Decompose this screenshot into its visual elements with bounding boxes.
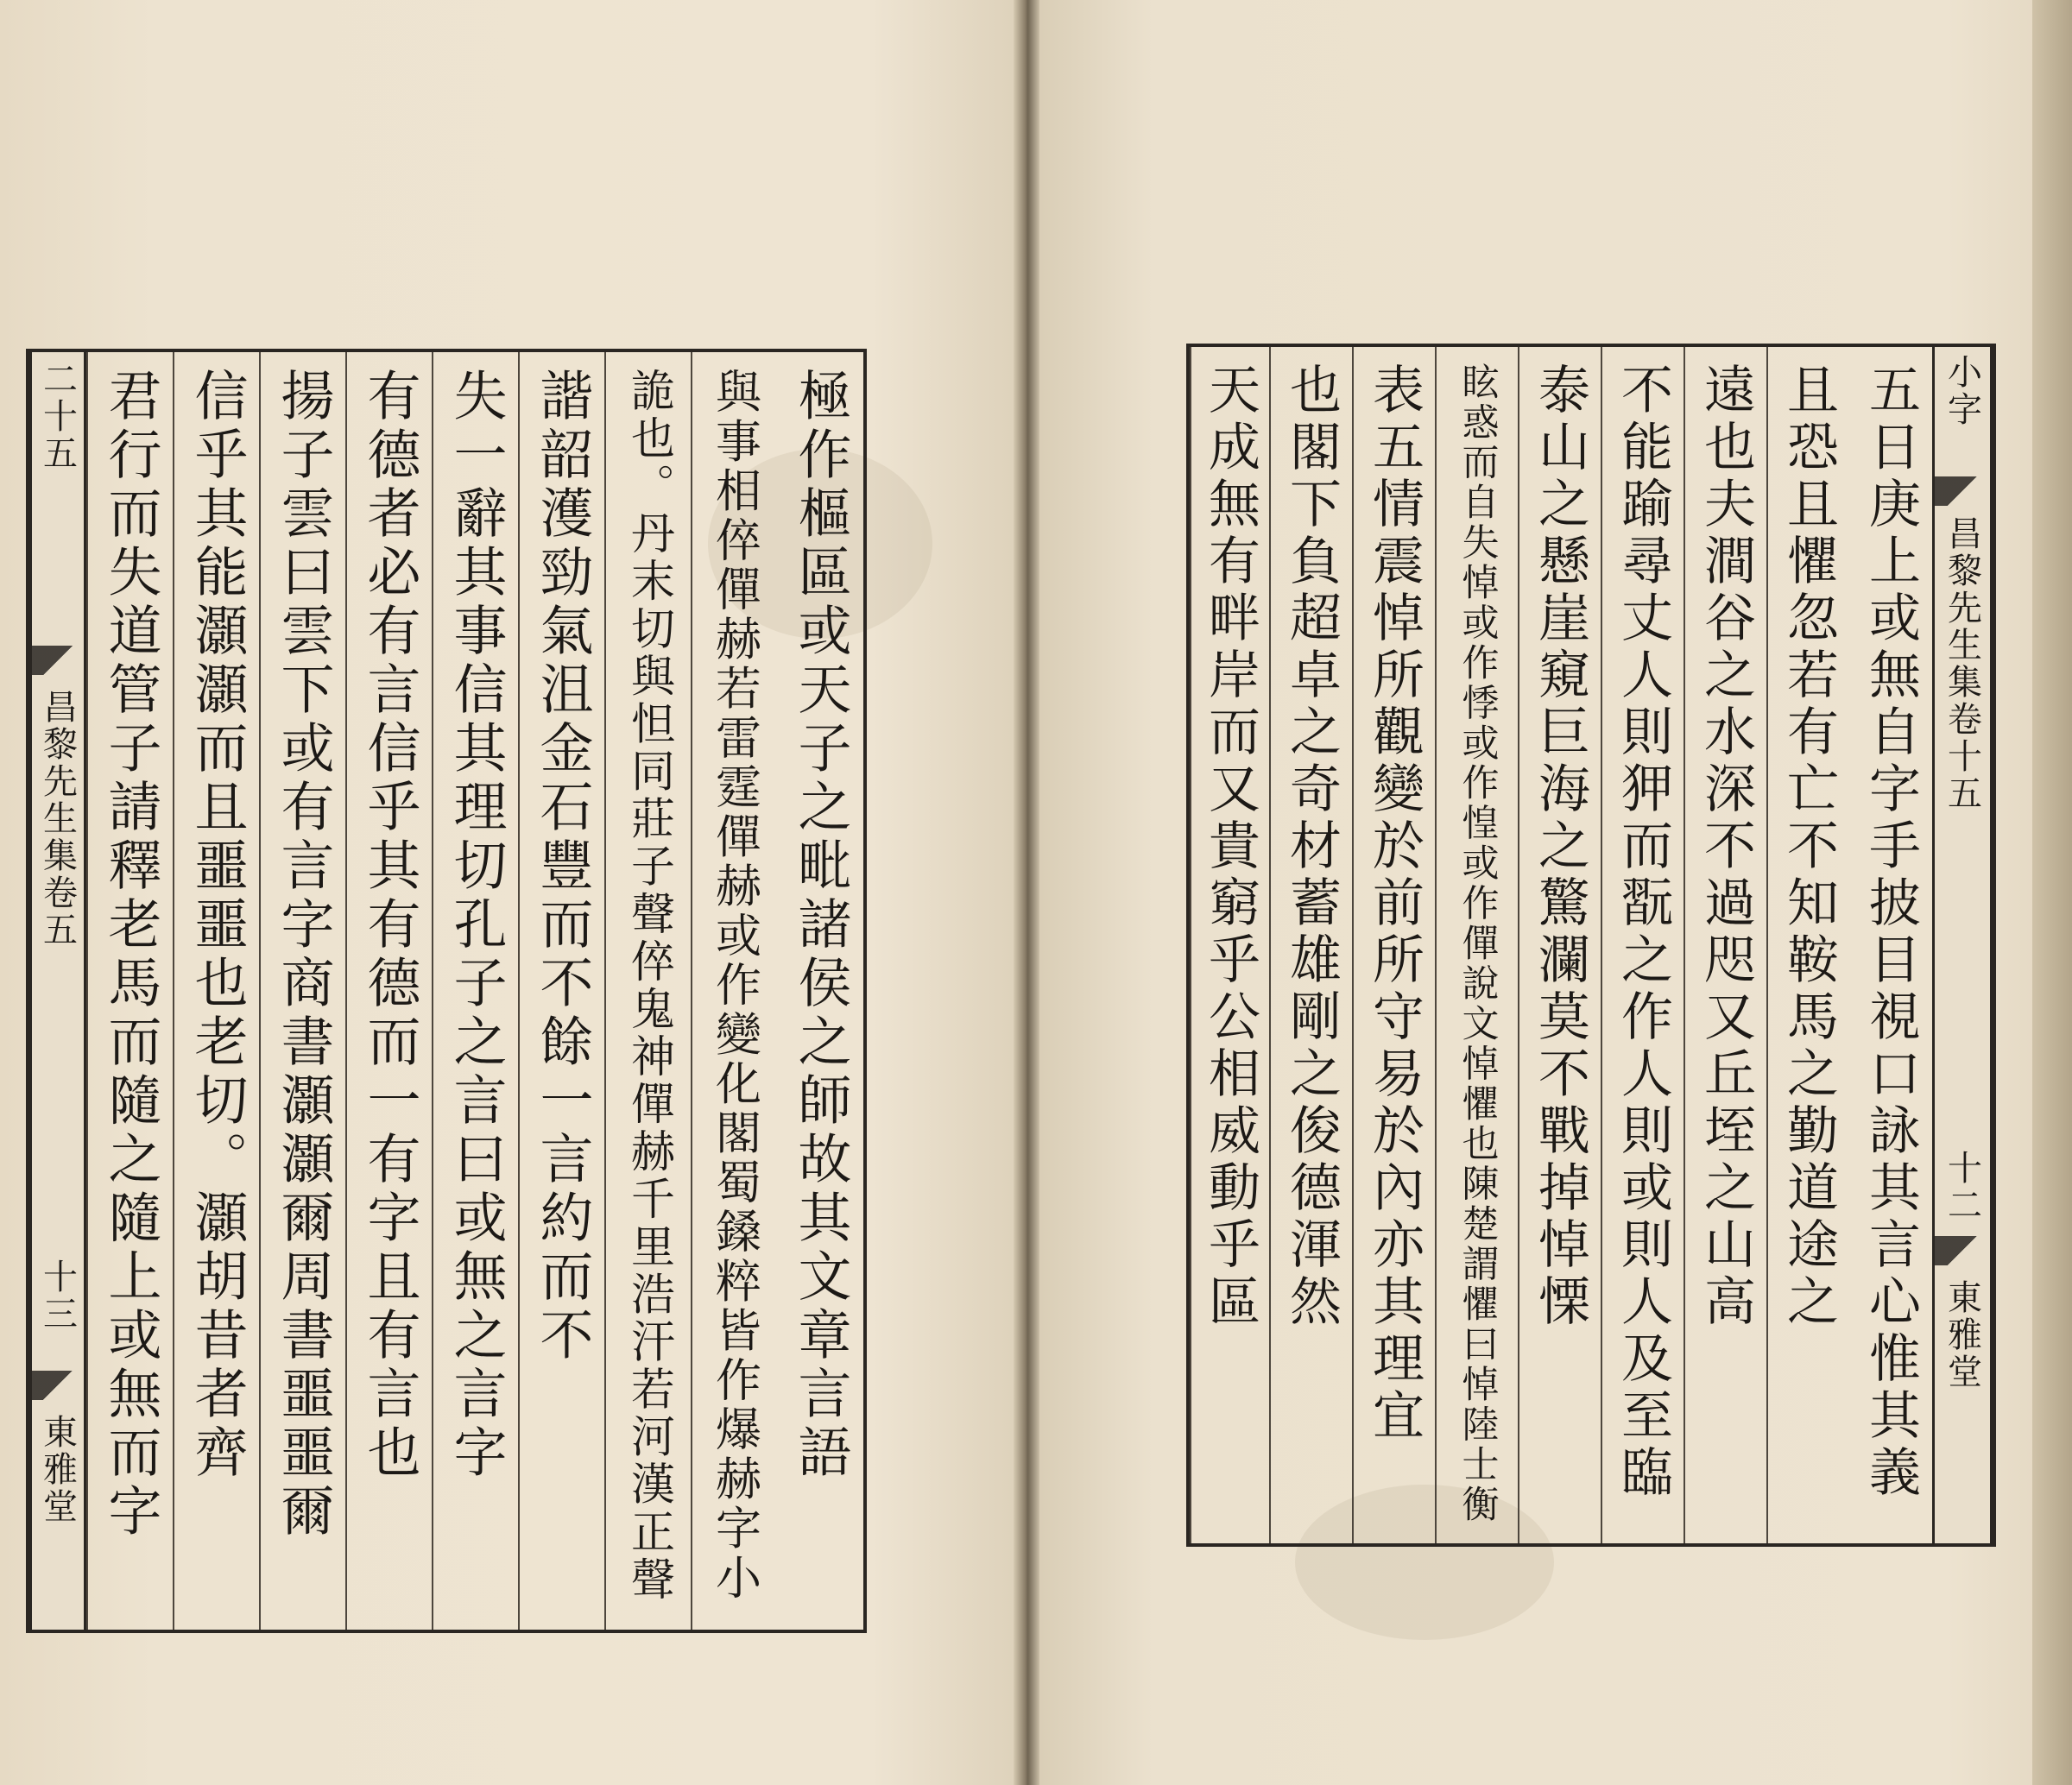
fishtail-mark bbox=[1935, 476, 1990, 506]
book-gutter bbox=[1014, 0, 1039, 1785]
text-column bbox=[691, 352, 777, 1630]
margin-label: 小字 bbox=[1942, 354, 1982, 428]
text-column bbox=[518, 352, 604, 1630]
margin-leaf-number: 二十五 bbox=[37, 361, 78, 472]
margin-page-number: 十三 bbox=[37, 1258, 78, 1333]
column-text: 天成無有畔岸而又貴窮乎公相威動乎區 bbox=[1200, 363, 1260, 1331]
column-text: 有德者必有言信乎其有德而一有字且有言也 bbox=[358, 368, 421, 1483]
fishtail-mark bbox=[32, 646, 84, 675]
column-text: 五日庚上或無自字手披目視口詠其言心惟其義 bbox=[1860, 363, 1921, 1502]
text-column bbox=[1684, 347, 1766, 1543]
column-text: 君行而失道管子請釋老馬而隨之隨上或無而字 bbox=[99, 368, 162, 1542]
right-text-frame bbox=[1186, 344, 1996, 1547]
column-text: 且恐且懼忽若有亡不知鞍馬之勤道途之 bbox=[1778, 363, 1839, 1331]
text-column bbox=[1766, 347, 1849, 1543]
column-text: 揚子雲曰雲下或有言字商書灝灝爾周書噩噩爾 bbox=[272, 368, 335, 1542]
fishtail-mark bbox=[1935, 1236, 1990, 1265]
margin-book-title: 昌黎先生集卷五 bbox=[37, 689, 78, 949]
column-text: 詭也。丹末切與怛同莊子聲倅鬼神僤赫千里浩汗若河漢正聲 bbox=[622, 368, 674, 1605]
text-column bbox=[432, 352, 518, 1630]
block-heart-margin bbox=[1932, 347, 1993, 1543]
column-text: 眩惑而自失悼或作悸或作惶或作僤說文悼懼也陳楚謂懼曰悼陸士衡 bbox=[1456, 363, 1500, 1525]
column-text: 失一辭其事信其理切孔子之言曰或無之言字 bbox=[445, 368, 508, 1483]
text-column bbox=[777, 352, 863, 1630]
text-column bbox=[1601, 347, 1684, 1543]
column-text: 也閣下負超卓之奇材蓄雄剛之俊德渾然 bbox=[1281, 363, 1342, 1331]
text-column bbox=[1190, 347, 1269, 1543]
margin-book-title: 昌黎先生集卷十五 bbox=[1942, 515, 1982, 812]
text-column bbox=[86, 352, 173, 1630]
text-column bbox=[345, 352, 432, 1630]
left-text-frame bbox=[26, 349, 867, 1633]
column-text: 信乎其能灝灝而且噩噩也老切。灝胡昔者齊 bbox=[186, 368, 249, 1483]
text-column bbox=[1269, 347, 1352, 1543]
column-text: 極作樞區或天子之毗諸侯之師故其文章言語 bbox=[789, 368, 852, 1483]
margin-page-number: 十二 bbox=[1942, 1150, 1982, 1224]
margin-publisher: 東雅堂 bbox=[1942, 1279, 1982, 1391]
text-column bbox=[604, 352, 691, 1630]
column-text: 諧韶濩勁氣沮金石豐而不餘一言約而不 bbox=[531, 368, 594, 1366]
block-heart-margin bbox=[29, 352, 86, 1630]
column-text: 遠也夫澗谷之水深不過咫又丘垤之山高 bbox=[1696, 363, 1756, 1331]
text-column bbox=[1435, 347, 1518, 1543]
text-column bbox=[1518, 347, 1601, 1543]
fishtail-mark bbox=[32, 1371, 84, 1400]
margin-publisher: 東雅堂 bbox=[37, 1414, 78, 1525]
text-column bbox=[1849, 347, 1932, 1543]
column-text: 泰山之懸崖窺巨海之驚瀾莫不戰掉悼慄 bbox=[1530, 363, 1590, 1331]
column-text: 不能踰尋丈人則狎而翫之作人則或則人及至臨 bbox=[1613, 363, 1673, 1502]
column-text: 與事相倅僤赫若雷霆僤赫或作變化閣蜀鎟粹皆作爆赫字小 bbox=[708, 368, 761, 1603]
text-column bbox=[259, 352, 345, 1630]
text-column bbox=[1352, 347, 1435, 1543]
text-column bbox=[173, 352, 259, 1630]
column-text: 表五情震悼所觀變於前所守易於內亦其理宜 bbox=[1364, 363, 1424, 1445]
page-edge bbox=[2032, 0, 2072, 1785]
